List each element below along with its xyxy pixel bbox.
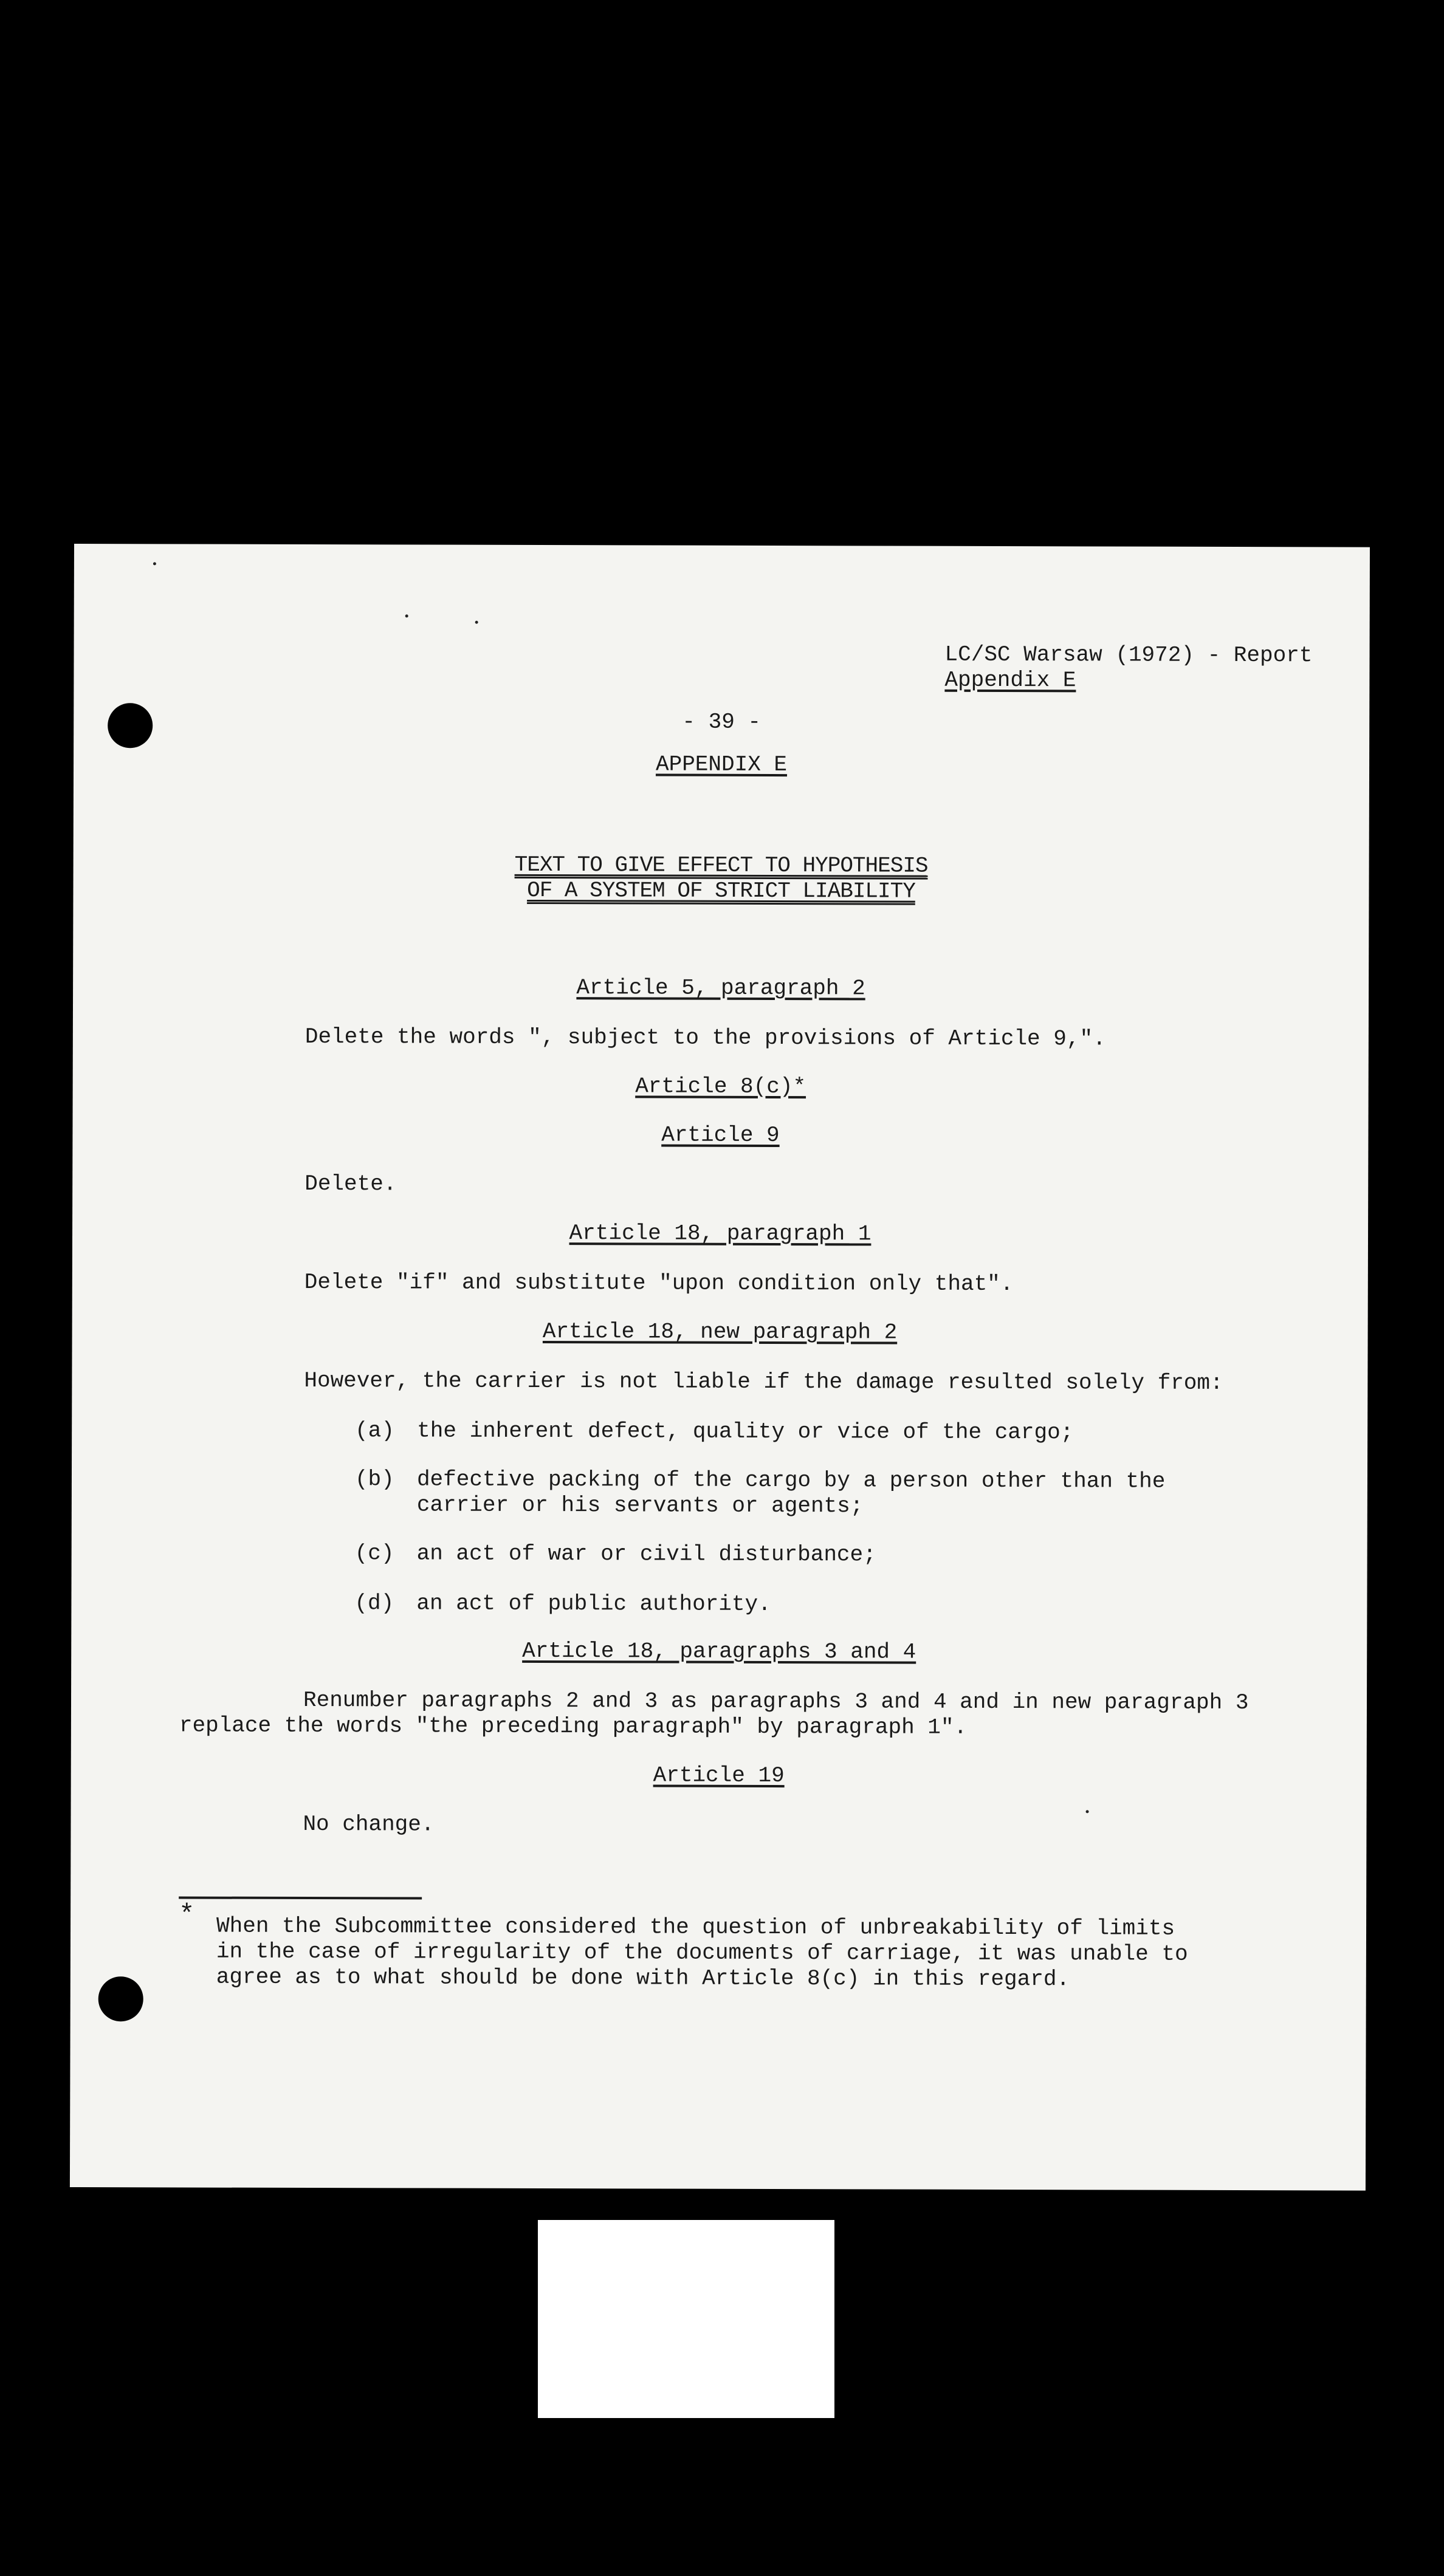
appendix-title: APPENDIX E (655, 752, 788, 778)
punch-hole (98, 1976, 143, 2021)
list-item-text: an act of public authority. (416, 1591, 771, 1617)
list-item-marker: (c) (354, 1541, 394, 1566)
main-title-line-1: TEXT TO GIVE EFFECT TO HYPOTHESIS (514, 852, 928, 879)
document-reference: LC/SC Warsaw (1972) - Report (944, 642, 1313, 668)
article-18-p1-text: Delete "if" and substitute "upon condition only that". (304, 1269, 1014, 1297)
footnote-line-2: in the case of irregularity of the documents of carriage, it was unable to (216, 1939, 1188, 1967)
list-item-text: an act of war or civil disturbance; (416, 1541, 876, 1567)
article-5-text: Delete the words ", subject to the provisions of Article 9,". (304, 1024, 1106, 1052)
article-18-np2-intro: However, the carrier is not liable if the damage resulted solely from: (304, 1368, 1223, 1396)
list-item-marker: (a) (355, 1418, 395, 1444)
page-number: - 39 - (682, 709, 762, 735)
article-9-text: Delete. (304, 1171, 397, 1197)
article-18-np2-heading: Article 18, new paragraph 2 (542, 1319, 898, 1345)
blank-label-card (538, 2220, 834, 2418)
document-page (70, 544, 1370, 2191)
article-5-heading: Article 5, paragraph 2 (576, 975, 865, 1001)
paper-speck (1086, 1810, 1089, 1813)
footnote-marker: * (179, 1900, 195, 1931)
footnote-rule (179, 1896, 422, 1899)
article-19-text: No change. (303, 1811, 435, 1837)
list-item-text: defective packing of the cargo by a person other than the (416, 1467, 1166, 1494)
article-19-heading: Article 19 (653, 1762, 785, 1789)
paper-speck (475, 621, 478, 624)
list-item-marker: (d) (354, 1591, 394, 1616)
list-item-text-continued: carrier or his servants or agents; (416, 1492, 864, 1519)
list-item-text: the inherent defect, quality or vice of the cargo; (417, 1418, 1074, 1445)
footnote-line-1: When the Subcommittee considered the question of unbreakability of limits (216, 1913, 1175, 1941)
footnote-line-3: agree as to what should be done with Article 8(c) in this regard. (216, 1964, 1070, 1992)
article-9-heading: Article 9 (661, 1122, 780, 1148)
list-item-marker: (b) (354, 1467, 394, 1492)
article-18-p1-heading: Article 18, paragraph 1 (569, 1221, 872, 1247)
appendix-reference: Appendix E (944, 667, 1076, 693)
main-title-line-2: OF A SYSTEM OF STRICT LIABILITY (527, 877, 915, 904)
article-18-p34-text-line-2: replace the words "the preceding paragraph" by paragraph 1". (179, 1713, 968, 1740)
paper-speck (405, 614, 408, 617)
article-18-p34-text-line-1: Renumber paragraphs 2 and 3 as paragraphs 3 and 4 and in new paragraph 3 (303, 1687, 1249, 1716)
article-18-p34-heading: Article 18, paragraphs 3 and 4 (522, 1638, 916, 1665)
paper-speck (153, 562, 156, 565)
article-8c-heading: Article 8(c)* (635, 1074, 806, 1100)
